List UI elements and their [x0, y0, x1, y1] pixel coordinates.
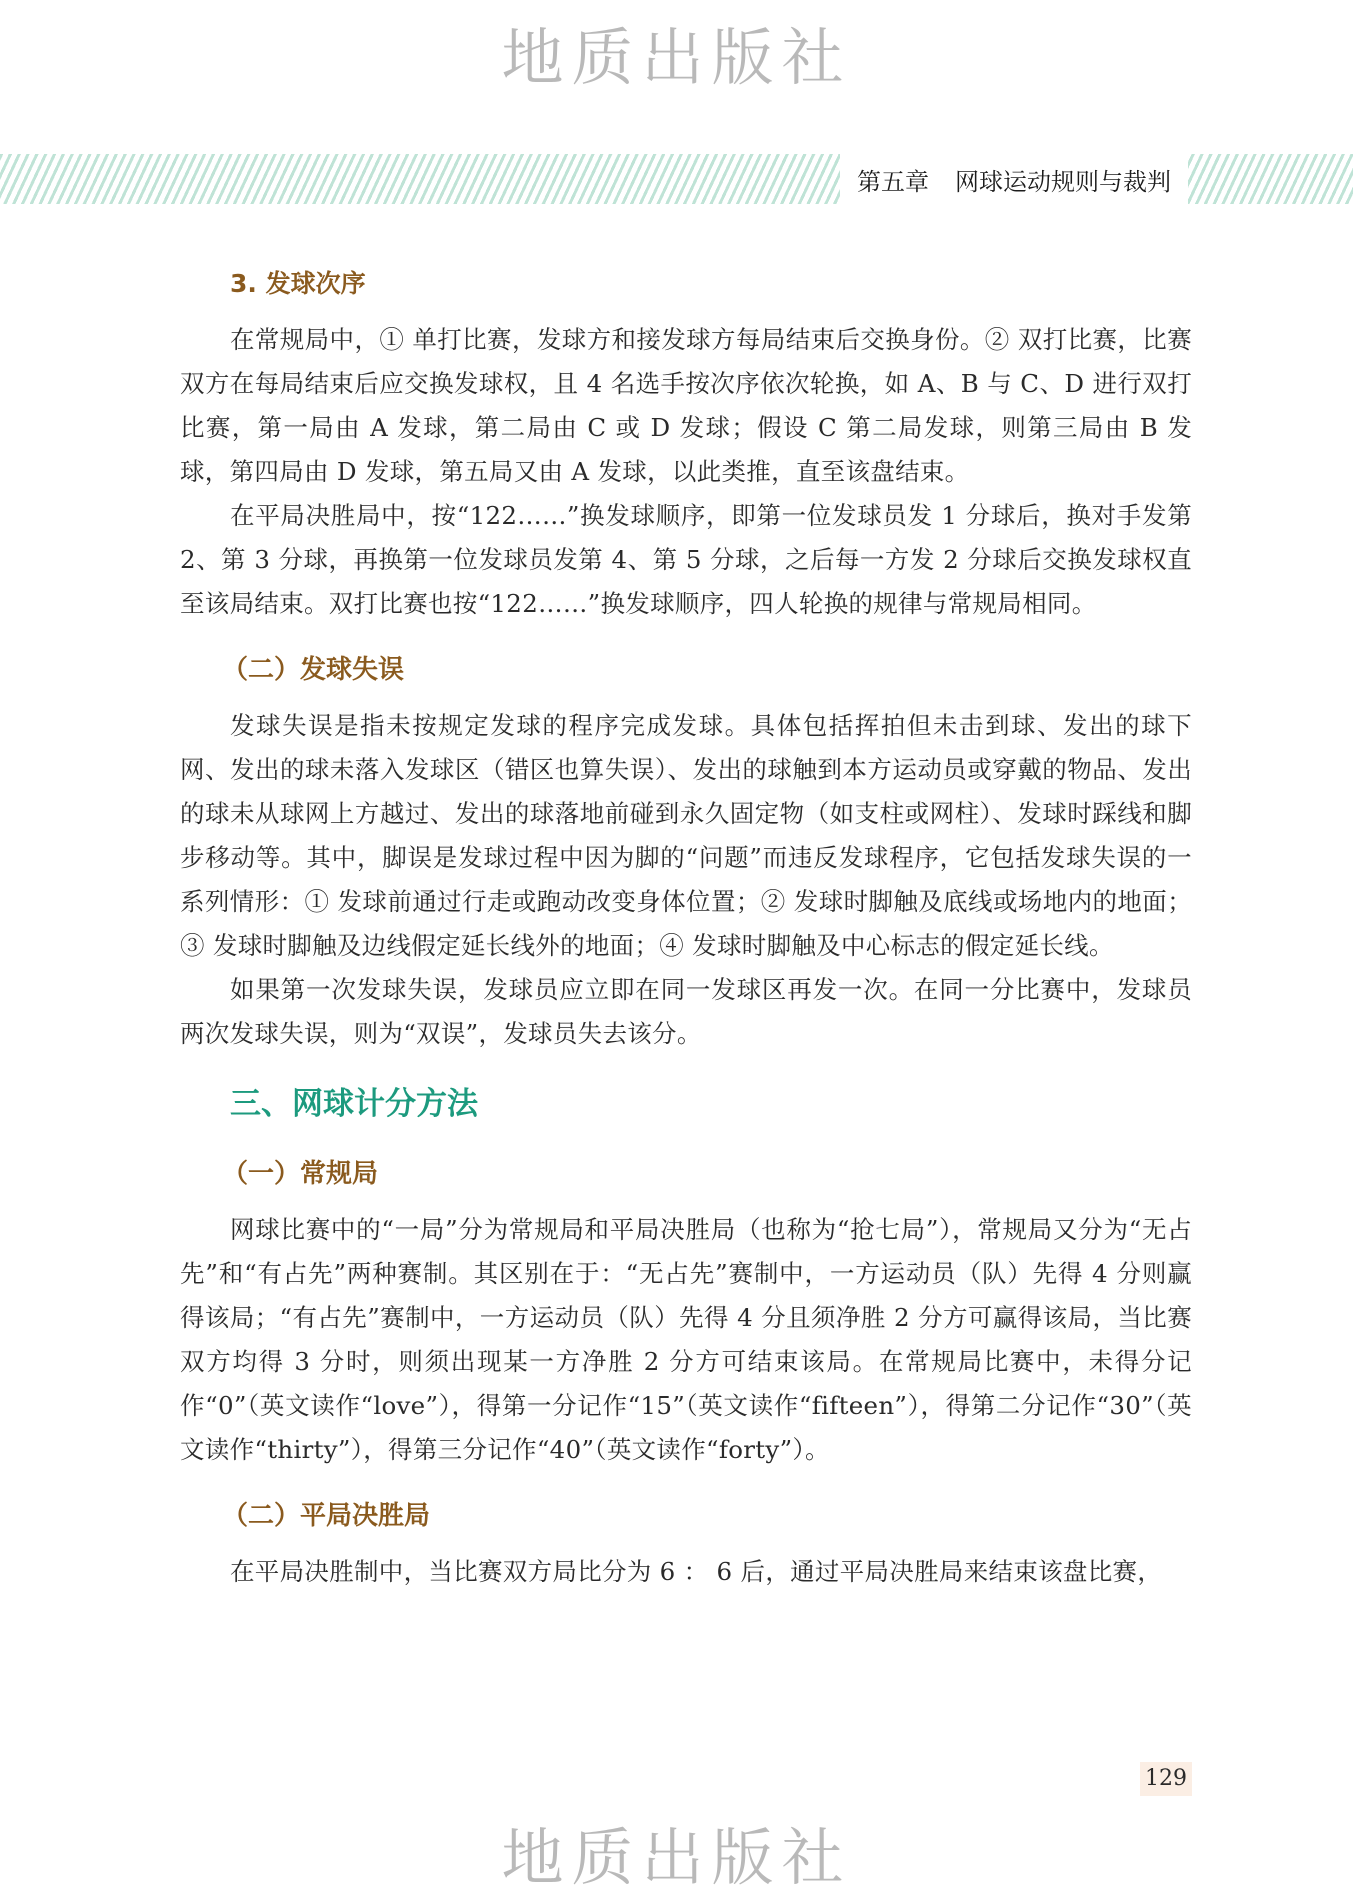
heading-serve-order: 3. 发球次序	[230, 269, 366, 298]
paragraph-serve-fault-2: 如果第一次发球失误，发球员应立即在同一发球区再发一次。在同一分比赛中，发球员两次发球失误，则为“双误”，发球员失去该分。	[180, 975, 1192, 1048]
chapter-title: 网球运动规则与裁判	[955, 167, 1171, 196]
chapter-number: 第五章	[857, 167, 929, 196]
page-content	[180, 262, 1192, 1594]
page-number: 129	[1140, 1762, 1192, 1796]
heading-regular-game: （一）常规局	[222, 1159, 379, 1189]
chapter-header	[840, 154, 1188, 204]
publisher-watermark-top: 地质出版社	[501, 21, 852, 94]
heading-scoring-method: 三、网球计分方法	[230, 1086, 478, 1122]
paragraph-serve-fault-1: 发球失误是指未按规定发球的程序完成发球。具体包括挥拍但未击到球、发出的球下网、发出的球未落入发球区（错区也算失误）、发出的球触到本方运动员或穿戴的物品、发出的球未从球网上方越过、发出的球落地前碰到永久固定物（如支柱或网柱）、发球时踩线和脚步移动等。其中，脚误是发球过程中因为脚的“问题”而违反发球程序，它包括发球失误的一系列情形：① 发球前通过行走或跑动改变身体位置；② 发球时脚触及底线或场地内的地面；③ 发球时脚触及边线假定延长线外的地面；④ 发球时脚触及中心标志的假定延长线。	[180, 711, 1192, 960]
paragraph-tiebreak-1: 在平局决胜制中，当比赛双方局比分为 6 ： 6 后，通过平局决胜局来结束该盘比赛，	[230, 1557, 1163, 1586]
paragraph-regular-game-1: 网球比赛中的“一局”分为常规局和平局决胜局（也称为“抢七局”），常规局又分为“无占先”和“有占先”两种赛制。其区别在于：“无占先”赛制中，一方运动员（队）先得 4 分则赢得该局；“有占先”赛制中，一方运动员（队）先得 4 分且须净胜 2 分方可赢得该局，当比赛双方均得 3 分时，则须出现某一方净胜 2 分方可结束该局。在常规局比赛中，未得分记作“0”（英文读作“love”），得第一分记作“15”（英文读作“fifteen”），得第二分记作“30”（英文读作“thirty”），得第三分记作“40”（英文读作“forty”）。	[180, 1215, 1192, 1464]
heading-tiebreak: （二）平局决胜局	[222, 1501, 431, 1531]
heading-serve-fault: （二）发球失误	[222, 655, 405, 685]
paragraph-serve-order-1: 在常规局中，① 单打比赛，发球方和接发球方每局结束后交换身份。② 双打比赛，比赛双方在每局结束后应交换发球权，且 4 名选手按次序依次轮换，如 A、B 与 C、D 进行双打比赛，第一局由 A 发球，第二局由 C 或 D 发球；假设 C 第二局发球，则第三局由 B 发球，第四局由 D 发球，第五局又由 A 发球，以此类推，直至该盘结束。	[180, 325, 1192, 486]
publisher-watermark-bottom: 地质出版社	[501, 1821, 852, 1894]
paragraph-serve-order-2: 在平局决胜局中，按“122……”换发球顺序，即第一位发球员发 1 分球后，换对手发第 2、第 3 分球，再换第一位发球员发第 4、第 5 分球，之后每一方发 2 分球后交换发球权直至该局结束。双打比赛也按“122……”换发球顺序，四人轮换的规律与常规局相同。	[180, 501, 1192, 618]
